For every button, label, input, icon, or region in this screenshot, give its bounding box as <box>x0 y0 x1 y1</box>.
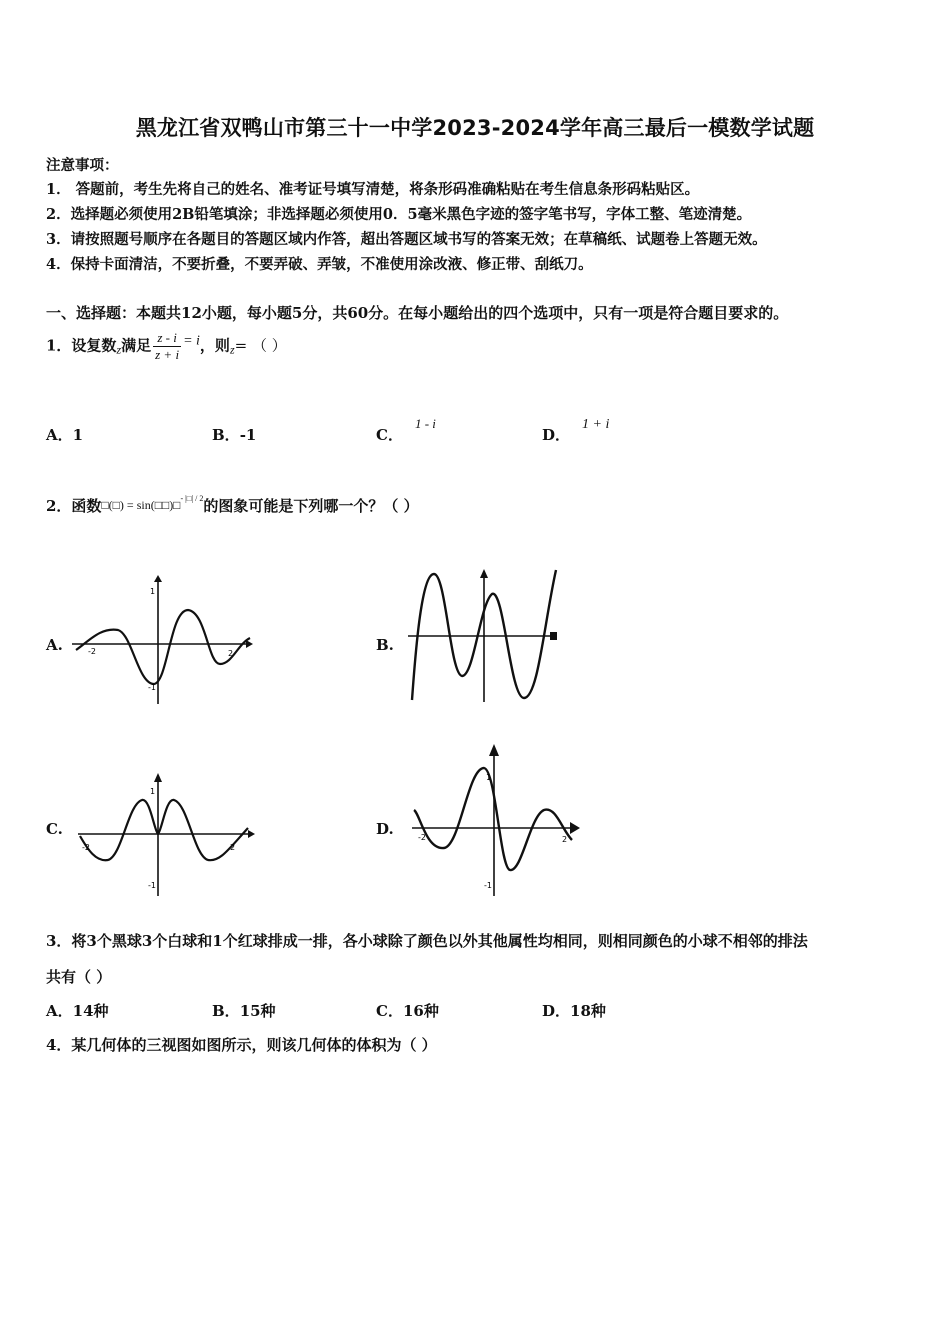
graph-a-tick-right: 2 <box>228 649 234 658</box>
q1-suffix: ，则 <box>199 336 230 355</box>
graph-d-tick-bottom: -1 <box>484 881 492 890</box>
question-2 <box>46 494 419 516</box>
graph-b-y-arrow <box>480 569 488 578</box>
graph-a-tick-left: -2 <box>88 647 96 656</box>
graph-c-curve <box>80 800 248 860</box>
note-item-3: 3．请按照题号顺序在各题目的答题区域内作答，超出答题区域书写的答案无效；在草稿纸、试题卷上答题无效。 <box>46 231 767 248</box>
graph-d-y-arrow <box>489 744 499 756</box>
page-title: 黑龙江省双鸭山市第三十一中学2023-2024学年高三最后一模数学试题 <box>135 116 815 140</box>
q1-option-c: C．1 - i <box>376 416 436 444</box>
graph-b-x-arrow <box>550 632 557 640</box>
note-item-1: 1． 答题前，考生先将自己的姓名、准考证号填写清楚，将条形码准确粘贴在考生信息条形码粘贴区。 <box>46 181 700 198</box>
q2-suffix: 的图象可能是下列哪一个？（ ） <box>203 497 419 515</box>
graph-d-x-arrow <box>570 822 580 834</box>
graph-c-tick-top: 1 <box>150 787 156 796</box>
graph-d-tick-top: 1 <box>486 773 492 782</box>
q1-option-b: B．-1 <box>212 426 257 444</box>
graph-a-label: A. <box>46 636 63 654</box>
q1-frac-den: z + i <box>155 347 180 362</box>
q1-option-a: A．1 <box>46 426 84 444</box>
question-3-line-2: 共有（ ） <box>46 968 112 986</box>
q1-mid: 满足 <box>121 336 152 355</box>
graph-c-tick-right: 2 <box>230 843 236 852</box>
graph-c <box>70 770 260 898</box>
notes-heading: 注意事项： <box>46 157 119 174</box>
q1-prefix: 1．设复数 <box>46 336 117 355</box>
q1-var2: z <box>229 342 235 357</box>
note-item-2: 2．选择题必须使用2B铅笔填涂；非选择题必须使用0．5毫米黑色字迹的签字笔书写，字体工整、笔迹清楚。 <box>46 206 752 223</box>
q3-option-d: D．18种 <box>542 1002 606 1020</box>
q1-var: z <box>116 342 122 357</box>
graph-d-tick-left: -2 <box>418 833 426 842</box>
graph-b-label: B. <box>376 636 394 654</box>
graph-c-label: C. <box>46 820 63 838</box>
graph-a <box>68 572 258 707</box>
q1-tail: = （ ） <box>234 336 287 355</box>
q1-frac-num: z - i <box>153 330 181 347</box>
q3-option-a: A．14种 <box>46 1002 109 1020</box>
graph-c-tick-left: -2 <box>82 843 90 852</box>
question-3-line-1: 3．将3个黑球3个白球和1个红球排成一排，各小球除了颜色以外其他属性均相同，则相同颜色的小球不相邻的排法 <box>46 932 808 950</box>
q2-prefix: 2．函数 <box>46 497 102 515</box>
note-item-4: 4．保持卡面清洁，不要折叠，不要弄破、弄皱，不准使用涂改液、修正带、刮纸刀。 <box>46 256 593 273</box>
graph-a-curve <box>76 610 250 684</box>
graph-d <box>404 740 584 902</box>
q1-option-d: D．1 + i <box>542 417 610 444</box>
graph-d-curve <box>414 768 572 870</box>
graph-c-tick-bottom: -1 <box>148 881 156 890</box>
q3-option-b: B．15种 <box>212 1002 276 1020</box>
graph-d-tick-right: 2 <box>562 835 568 844</box>
graph-a-tick-bottom: -1 <box>148 683 156 692</box>
question-4: 4．某几何体的三视图如图所示，则该几何体的体积为（ ） <box>46 1036 437 1054</box>
graph-d-label: D. <box>376 820 394 838</box>
graph-a-tick-top: 1 <box>150 587 156 596</box>
section-heading: 一、选择题：本题共12小题，每小题5分，共60分。在每小题给出的四个选项中，只有一项是符合题目要求的。 <box>46 304 789 322</box>
graph-a-y-arrow <box>154 575 162 582</box>
graph-c-x-arrow <box>248 830 255 838</box>
graph-c-y-arrow <box>154 773 162 782</box>
q2-exponent: - |□| / 2 <box>180 494 204 503</box>
graph-b <box>400 564 565 706</box>
q3-option-c: C．16种 <box>376 1002 439 1020</box>
question-1 <box>46 330 287 363</box>
q2-formula: □(□) = sin(□□)□ <box>101 498 181 512</box>
q1-eq: = i <box>183 333 200 349</box>
q1-fraction <box>153 330 181 363</box>
